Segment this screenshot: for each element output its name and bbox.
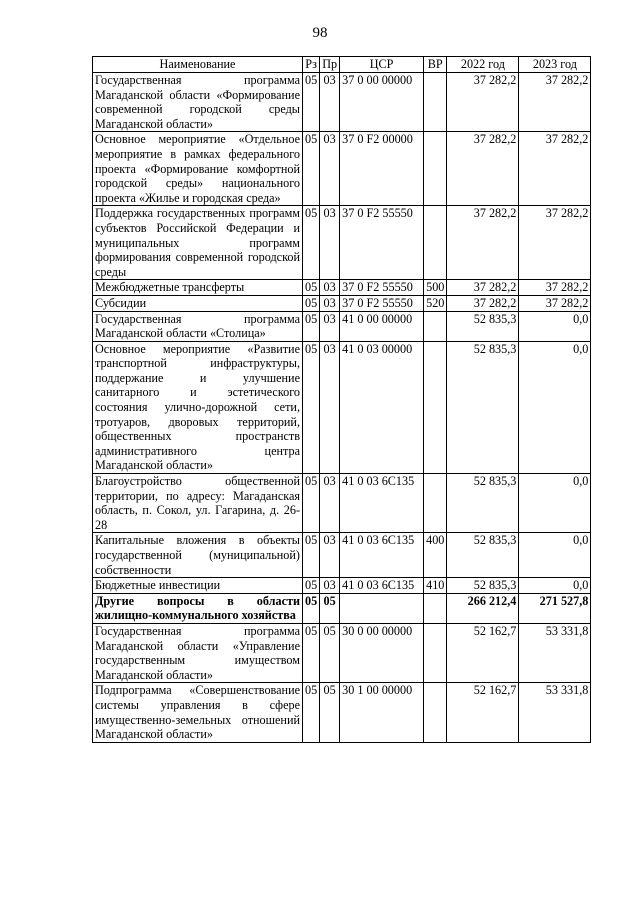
row-rz: 05: [303, 132, 320, 206]
row-2022: 52 162,7: [447, 683, 519, 742]
row-vr: [424, 474, 447, 533]
row-2023: 0,0: [519, 311, 591, 341]
row-2022: 52 835,3: [447, 474, 519, 533]
row-vr: [424, 206, 447, 280]
row-2022: 52 835,3: [447, 311, 519, 341]
row-csr: 37 0 F2 55550: [340, 295, 424, 311]
row-pr: 05: [320, 593, 340, 623]
row-vr: [424, 132, 447, 206]
row-csr: 30 0 00 00000: [340, 623, 424, 682]
row-csr: 37 0 00 00000: [340, 73, 424, 132]
table-row: [93, 533, 591, 578]
row-pr: 03: [320, 132, 340, 206]
row-2022: 37 282,2: [447, 206, 519, 280]
row-csr: 41 0 03 6С135: [340, 578, 424, 594]
header-2023: 2023 год: [519, 57, 591, 73]
row-name: Основное мероприятие «Развитие транспортной инфраструктуры, поддержание и улучшение санитарного и эстетического состояния улично-дорожной сети, тротуаров, дворовых территорий, общественных пространств административного центра Магаданской области»: [93, 341, 303, 473]
table-row: [93, 132, 591, 206]
header-rz: Рз: [303, 57, 320, 73]
row-pr: 03: [320, 311, 340, 341]
table-row: [93, 206, 591, 280]
row-name: Подпрограмма «Совершенствование системы управления в сфере имущественно-земельных отношений Магаданской области»: [93, 683, 303, 742]
row-name: Межбюджетные трансферты: [93, 280, 303, 296]
row-name: Основное мероприятие «Отдельное мероприятие в рамках федерального проекта «Формирование комфортной городской среды» национального проекта «Жилье и городская среда»: [93, 132, 303, 206]
row-rz: 05: [303, 474, 320, 533]
row-2023: 0,0: [519, 533, 591, 578]
row-2023: 0,0: [519, 474, 591, 533]
row-pr: 03: [320, 533, 340, 578]
row-pr: 05: [320, 623, 340, 682]
row-2022: 52 835,3: [447, 533, 519, 578]
row-csr: 41 0 00 00000: [340, 311, 424, 341]
row-name: Бюджетные инвестиции: [93, 578, 303, 594]
row-2022: 266 212,4: [447, 593, 519, 623]
row-vr: 400: [424, 533, 447, 578]
header-csr: ЦСР: [340, 57, 424, 73]
table-row: [93, 623, 591, 682]
row-rz: 05: [303, 623, 320, 682]
budget-table: [92, 56, 591, 743]
row-rz: 05: [303, 593, 320, 623]
table-row: [93, 593, 591, 623]
header-name: Наименование: [93, 57, 303, 73]
row-csr: 37 0 F2 00000: [340, 132, 424, 206]
row-name: Поддержка государственных программ субъектов Российской Федерации и муниципальных программ формирования современной городской среды: [93, 206, 303, 280]
row-vr: [424, 341, 447, 473]
table-row: [93, 474, 591, 533]
header-vr: ВР: [424, 57, 447, 73]
table-row: [93, 280, 591, 296]
row-rz: 05: [303, 578, 320, 594]
row-name: Благоустройство общественной территории, по адресу: Магаданская область, п. Сокол, ул. Гагарина, д. 26-28: [93, 474, 303, 533]
header-pr: Пр: [320, 57, 340, 73]
row-rz: 05: [303, 683, 320, 742]
row-pr: 03: [320, 73, 340, 132]
row-2022: 37 282,2: [447, 280, 519, 296]
row-vr: 410: [424, 578, 447, 594]
table-row: [93, 341, 591, 473]
table-row: [93, 295, 591, 311]
row-vr: [424, 593, 447, 623]
table-header-row: [93, 57, 591, 73]
row-2023: 53 331,8: [519, 623, 591, 682]
table-row: [93, 578, 591, 594]
row-pr: 03: [320, 474, 340, 533]
row-pr: 03: [320, 280, 340, 296]
row-vr: [424, 73, 447, 132]
row-pr: 03: [320, 206, 340, 280]
row-rz: 05: [303, 206, 320, 280]
row-rz: 05: [303, 311, 320, 341]
row-vr: [424, 623, 447, 682]
row-csr: 37 0 F2 55550: [340, 280, 424, 296]
table-row: [93, 73, 591, 132]
row-pr: 03: [320, 578, 340, 594]
row-csr: 30 1 00 00000: [340, 683, 424, 742]
row-csr: [340, 593, 424, 623]
row-2022: 52 162,7: [447, 623, 519, 682]
row-vr: 500: [424, 280, 447, 296]
row-vr: 520: [424, 295, 447, 311]
row-2023: 37 282,2: [519, 295, 591, 311]
row-rz: 05: [303, 341, 320, 473]
row-2023: 37 282,2: [519, 73, 591, 132]
row-vr: [424, 683, 447, 742]
row-rz: 05: [303, 73, 320, 132]
row-2023: 37 282,2: [519, 132, 591, 206]
row-name: Субсидии: [93, 295, 303, 311]
row-2023: 37 282,2: [519, 206, 591, 280]
table-row: [93, 311, 591, 341]
row-csr: 41 0 03 00000: [340, 341, 424, 473]
row-rz: 05: [303, 280, 320, 296]
row-rz: 05: [303, 295, 320, 311]
row-2023: 53 331,8: [519, 683, 591, 742]
row-csr: 41 0 03 6С135: [340, 474, 424, 533]
row-rz: 05: [303, 533, 320, 578]
row-2023: 0,0: [519, 578, 591, 594]
row-2023: 0,0: [519, 341, 591, 473]
row-2022: 37 282,2: [447, 295, 519, 311]
table-row: [93, 683, 591, 742]
row-name: Государственная программа Магаданской области «Столица»: [93, 311, 303, 341]
row-2023: 271 527,8: [519, 593, 591, 623]
row-pr: 03: [320, 295, 340, 311]
row-name: Государственная программа Магаданской области «Управление государственным имуществом Магаданской области»: [93, 623, 303, 682]
row-2022: 52 835,3: [447, 341, 519, 473]
row-pr: 03: [320, 341, 340, 473]
row-csr: 37 0 F2 55550: [340, 206, 424, 280]
row-name: Государственная программа Магаданской области «Формирование современной городской среды Магаданской области»: [93, 73, 303, 132]
header-2022: 2022 год: [447, 57, 519, 73]
page-number: 98: [312, 25, 328, 41]
row-2022: 37 282,2: [447, 132, 519, 206]
row-2023: 37 282,2: [519, 280, 591, 296]
row-pr: 05: [320, 683, 340, 742]
row-csr: 41 0 03 6С135: [340, 533, 424, 578]
row-2022: 52 835,3: [447, 578, 519, 594]
row-name: Другие вопросы в области жилищно-коммунального хозяйства: [93, 593, 303, 623]
row-name: Капитальные вложения в объекты государственной (муниципальной) собственности: [93, 533, 303, 578]
row-vr: [424, 311, 447, 341]
row-2022: 37 282,2: [447, 73, 519, 132]
